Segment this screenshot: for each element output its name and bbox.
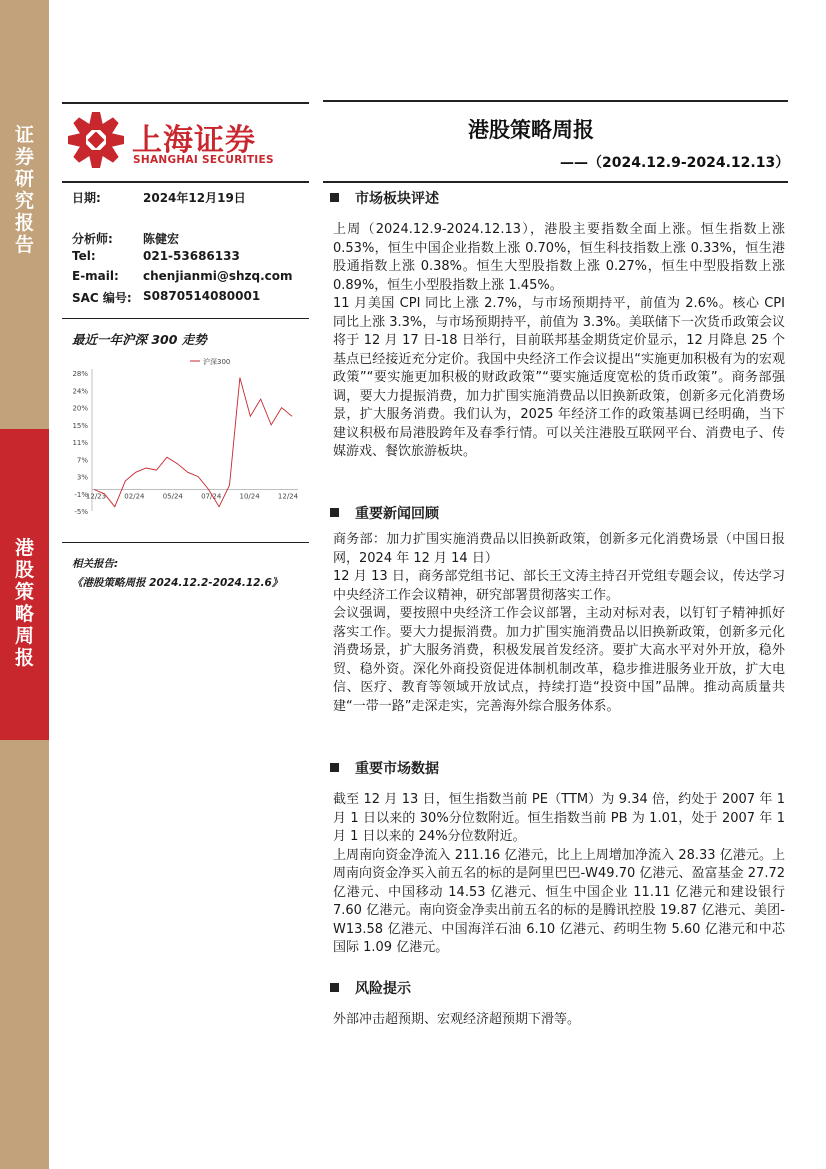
x-tick-label: 05/24 (162, 492, 183, 501)
sac-label: SAC 编号: (72, 291, 132, 305)
date-value: 2024年12月19日 (143, 191, 246, 205)
csi300-trend-chart (66, 355, 306, 517)
header-rule-right (323, 100, 788, 102)
paragraph: 截至 12 月 13 日，恒生指数当前 PE（TTM）为 9.34 倍，约处于 2007 年 1 月 1 日以来的 30%分位数附近。恒生指数当前 PB 为 1.01，处于 2007 年 1 月 1 日以来的 24%分位数附近。 (333, 792, 785, 844)
analyst-label: 分析师: (72, 232, 113, 246)
paragraph: 会议强调，要按照中央经济工作会议部署，主动对标对表，以钉钉子精神抓好落实工作。要大力提振消费。加力扩围实施消费品以旧换新政策，创新多元化消费场景，扩大服务消费，积极发展首发经济。要扩大高水平对外开放，稳外贸、稳外资。深化外商投资促进体制机制改革，稳步推进服务业开放，扩大电信、医疗、教育等领域开放试点，持续打造“投资中国”品牌。推动高质量共建“一带一路”走深走实，完善海外综合服务体系。 (333, 606, 785, 714)
section-heading (330, 758, 439, 778)
bullet-square-icon (330, 983, 339, 992)
section-heading-text: 市场板块评述 (355, 191, 439, 207)
y-tick-label: -5% (74, 508, 88, 516)
paragraph: 外部冲击超预期、宏观经济超预期下滑等。 (333, 1012, 581, 1027)
email-value: chenjianmi@shzq.com (143, 269, 293, 283)
x-tick-label: 12/23 (85, 492, 107, 501)
tel-value: 021-53686133 (143, 249, 240, 263)
section-heading-text: 风险提示 (355, 981, 411, 997)
section-heading-text: 重要新闻回顾 (355, 506, 439, 522)
related-reports-label: 相关报告: (72, 558, 119, 570)
section-heading (330, 503, 439, 523)
paragraph: 上周南向资金净流入 211.16 亿港元，比上上周增加净流入 28.33 亿港元。上周南向资金净买入前五名的标的是阿里巴巴-W49.70 亿港元、盈富基金 27.72 亿港元、中国移动 14.53 亿港元、恒生中国企业 11.11 亿港元和建设银行 7.60 亿港元。南向资金净卖出前五名的标的是腾讯控股 19.87 亿港元、美团-W13.58 亿港元、中国海洋石油 6.10 亿港元、药明生物 5.60 亿港元和中芯国际 1.09 亿港元。 (333, 847, 785, 955)
chart-top-rule (62, 318, 309, 319)
logo-chinese-name: 上海证券 (132, 123, 256, 158)
y-tick-label: 3% (76, 473, 88, 482)
meta-rule (62, 181, 309, 183)
company-logo-icon (66, 110, 126, 170)
logo-english-name: SHANGHAI SECURITIES (133, 154, 274, 166)
header-rule-left (62, 102, 309, 104)
section-body (333, 1011, 785, 1030)
paragraph: 商务部：加力扩围实施消费品以旧换新政策，创新多元化消费场景（中国日报网，2024 年 12 月 14 日） (333, 532, 785, 566)
related-top-rule (62, 542, 309, 543)
paragraph: 上周（2024.12.9-2024.12.13），港股主要指数全面上涨。恒生指数上涨 0.53%，恒生中国企业指数上涨 0.70%，恒生科技指数上涨 0.33%，恒生港股通指数上涨 0.38%。恒生大型股指数上涨 0.27%，恒生中型股指数上涨 0.89%，恒生小型股指数上涨 1.45%。 (333, 222, 785, 293)
y-tick-label: -1% (74, 490, 88, 499)
bullet-square-icon (330, 193, 339, 202)
x-tick-label: 02/24 (124, 492, 145, 501)
related-report-link[interactable]: 《港股策略周报 2024.12.2-2024.12.6》 (72, 577, 283, 589)
section-heading (330, 978, 411, 998)
series-line-csi300 (94, 378, 292, 507)
section-body (333, 531, 785, 716)
y-tick-label: 28% (72, 370, 88, 378)
y-tick-label: 20% (72, 404, 88, 413)
legend-label: 沪深300 (203, 358, 231, 366)
paragraph: 11 月美国 CPI 同比上涨 2.7%，与市场预期持平，前值为 2.6%。核心 CPI 同比上涨 3.3%，与市场预期持平，前值为 3.3%。美联储下一次货币政策会议将于 12 月 17 日-18 日举行，目前联邦基金期货定价显示，12 月降息 25 个基点已经接近充分定价。我国中央经济工作会议提出“实施更加积极有为的宏观政策”“要实施更加积极的财政政策”“要实施适度宽松的货币政策”。商务部强调，要大力提振消费，加力扩围实施消费品以旧换新政策，创新多元化消费场景，扩大服务消费。我们认为，2025 年经济工作的政策基调已经明确，当下建议积极布局港股跨年及春季行情。可以关注港股互联网平台、消费电子、传媒游戏、餐饮旅游板块。 (333, 296, 785, 459)
sac-value: S0870514080001 (143, 289, 261, 303)
report-title: 港股策略周报 (468, 118, 594, 142)
section-heading (330, 188, 439, 208)
title-rule (323, 181, 788, 183)
y-tick-label: 24% (72, 387, 88, 396)
section-body (333, 221, 785, 462)
email-label: E-mail: (72, 269, 119, 283)
bullet-square-icon (330, 763, 339, 772)
sidebar-top-label: 证 券 研 究 报 告 (14, 124, 34, 256)
tel-label: Tel: (72, 249, 96, 263)
paragraph: 12 月 13 日，商务部党组书记、部长王文涛主持召开党组专题会议，传达学习中央经济工作会议精神，研究部署贯彻落实工作。 (333, 569, 785, 603)
y-tick-label: 7% (76, 456, 88, 465)
sidebar-red-label: 港 股 策 略 周 报 (14, 537, 34, 669)
date-label: 日期: (72, 191, 101, 205)
analyst-value: 陈健宏 (143, 232, 180, 246)
x-tick-label: 12/24 (277, 492, 299, 501)
report-subtitle: ——（2024.12.9-2024.12.13） (560, 155, 790, 171)
section-body (333, 791, 785, 958)
y-tick-label: 15% (72, 421, 88, 430)
y-tick-label: 11% (72, 439, 88, 447)
section-heading-text: 重要市场数据 (355, 761, 439, 777)
x-tick-label: 07/24 (201, 492, 222, 501)
bullet-square-icon (330, 508, 339, 517)
x-tick-label: 10/24 (239, 492, 260, 501)
chart-title: 最近一年沪深 300 走势 (72, 332, 207, 347)
